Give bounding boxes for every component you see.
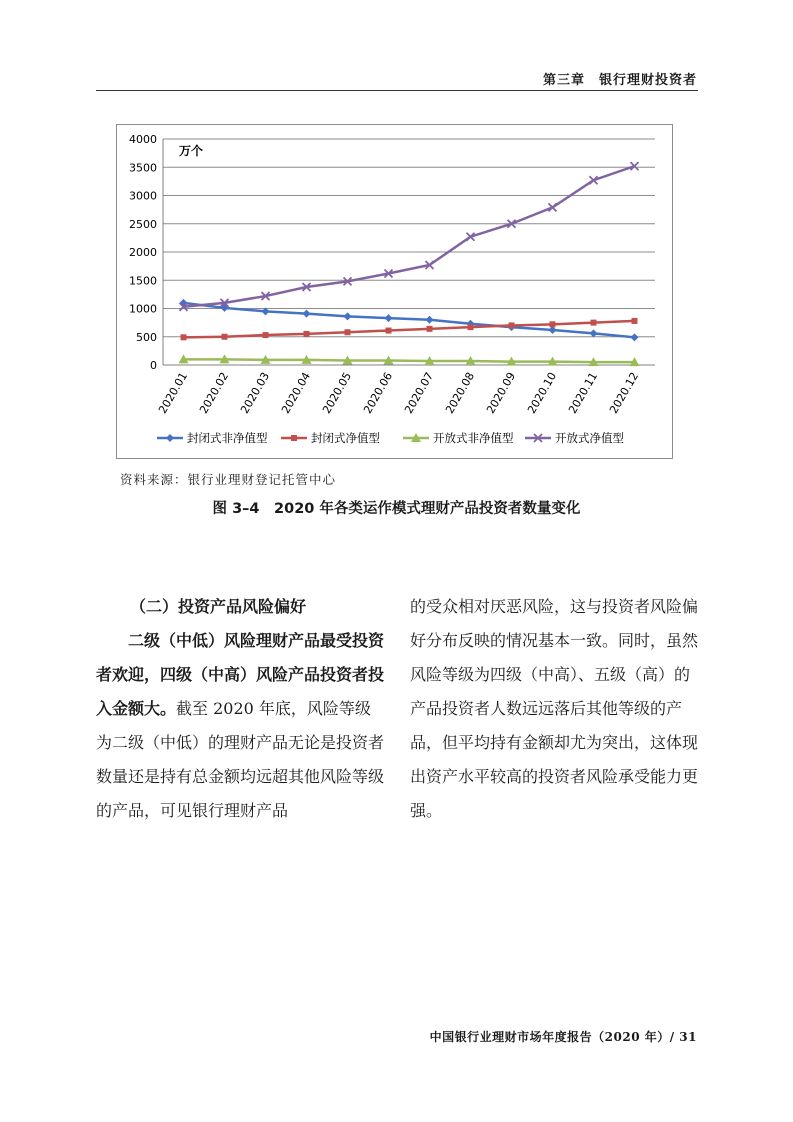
data-point bbox=[263, 332, 269, 338]
x-tick-label: 2020.06 bbox=[361, 370, 396, 416]
data-point bbox=[344, 312, 352, 320]
x-tick-label: 2020.01 bbox=[156, 370, 191, 416]
x-tick-label: 2020.03 bbox=[238, 370, 273, 416]
data-point bbox=[550, 321, 556, 327]
data-point bbox=[509, 322, 515, 328]
data-point bbox=[303, 310, 311, 318]
text-column-left bbox=[96, 590, 386, 828]
x-tick-label: 2020.07 bbox=[402, 370, 437, 416]
body-left-text: 截至 2020 年底，风险等级为二级（中低）的理财产品无论是投资者数量还是持有总金额均远超其他风险等级的产品，可见银行理财产品 bbox=[96, 699, 385, 820]
y-tick-label: 2000 bbox=[129, 246, 157, 259]
data-point bbox=[631, 333, 639, 341]
legend-label: 开放式净值型 bbox=[555, 431, 624, 445]
data-point bbox=[386, 328, 392, 334]
y-tick-label: 1000 bbox=[129, 302, 157, 316]
legend-marker bbox=[166, 434, 174, 442]
page-footer: 中国银行业理财市场年度报告（2020 年）/ 31 bbox=[429, 1030, 697, 1044]
data-point bbox=[590, 329, 598, 337]
series-line bbox=[184, 166, 635, 307]
x-tick-label: 2020.10 bbox=[525, 370, 560, 416]
y-tick-label: 2500 bbox=[129, 217, 157, 231]
series-line bbox=[184, 321, 635, 337]
chart-canvas bbox=[117, 125, 672, 458]
series-line bbox=[184, 359, 635, 362]
y-tick-label: 0 bbox=[150, 359, 157, 372]
section-heading: （二）投资产品风险偏好 bbox=[130, 597, 307, 616]
x-tick-label: 2020.09 bbox=[484, 370, 519, 416]
x-tick-label: 2020.12 bbox=[607, 370, 642, 416]
data-point bbox=[345, 329, 351, 335]
chapter-header: 第三章 银行理财投资者 bbox=[542, 73, 697, 88]
legend-label: 开放式非净值型 bbox=[433, 431, 514, 445]
data-point bbox=[468, 324, 474, 330]
data-point bbox=[304, 331, 310, 337]
x-tick-label: 2020.04 bbox=[279, 370, 314, 416]
line-chart bbox=[116, 124, 673, 459]
paragraph-right: 的受众相对厌恶风险，这与投资者风险偏好分布反映的情况基本一致。同时，虽然风险等级为四级（中高）、五级（高）的产品投资者人数远远落后其他等级的产品，但平均持有金额却尤为突出，这体现出资产水平较高的投资者风险承受能力更强。 bbox=[410, 597, 699, 820]
x-tick-label: 2020.11 bbox=[566, 370, 601, 416]
y-axis-unit: 万个 bbox=[179, 144, 204, 158]
header-rule bbox=[96, 90, 698, 91]
paragraph-left bbox=[96, 624, 386, 828]
x-tick-label: 2020.08 bbox=[443, 370, 478, 416]
figure-caption: 图 3–4 2020 年各类运作模式理财产品投资者数量变化 bbox=[212, 501, 581, 517]
data-point bbox=[181, 334, 187, 340]
y-tick-label: 1500 bbox=[129, 274, 157, 288]
y-tick-label: 4000 bbox=[129, 133, 157, 146]
y-tick-label: 500 bbox=[136, 330, 157, 344]
text-column-right bbox=[410, 590, 700, 828]
legend-label: 封闭式净值型 bbox=[311, 431, 380, 445]
data-point bbox=[427, 326, 433, 332]
y-tick-label: 3000 bbox=[129, 189, 157, 203]
x-tick-label: 2020.05 bbox=[320, 370, 355, 416]
bold-lead: 二级（中低）风险理财产品最受投资者欢迎，四级（中高）风险产品投资者投入金额大。 bbox=[96, 631, 385, 718]
data-point bbox=[426, 316, 434, 324]
source-note: 资料来源：银行业理财登记托管中心 bbox=[120, 472, 337, 487]
data-point bbox=[385, 314, 393, 322]
x-tick-label: 2020.02 bbox=[197, 370, 232, 416]
data-point bbox=[591, 320, 597, 326]
legend-label: 封闭式非净值型 bbox=[187, 431, 268, 445]
data-point bbox=[632, 318, 638, 324]
data-point bbox=[222, 334, 228, 340]
y-tick-label: 3500 bbox=[129, 161, 157, 175]
legend-marker bbox=[291, 435, 297, 441]
